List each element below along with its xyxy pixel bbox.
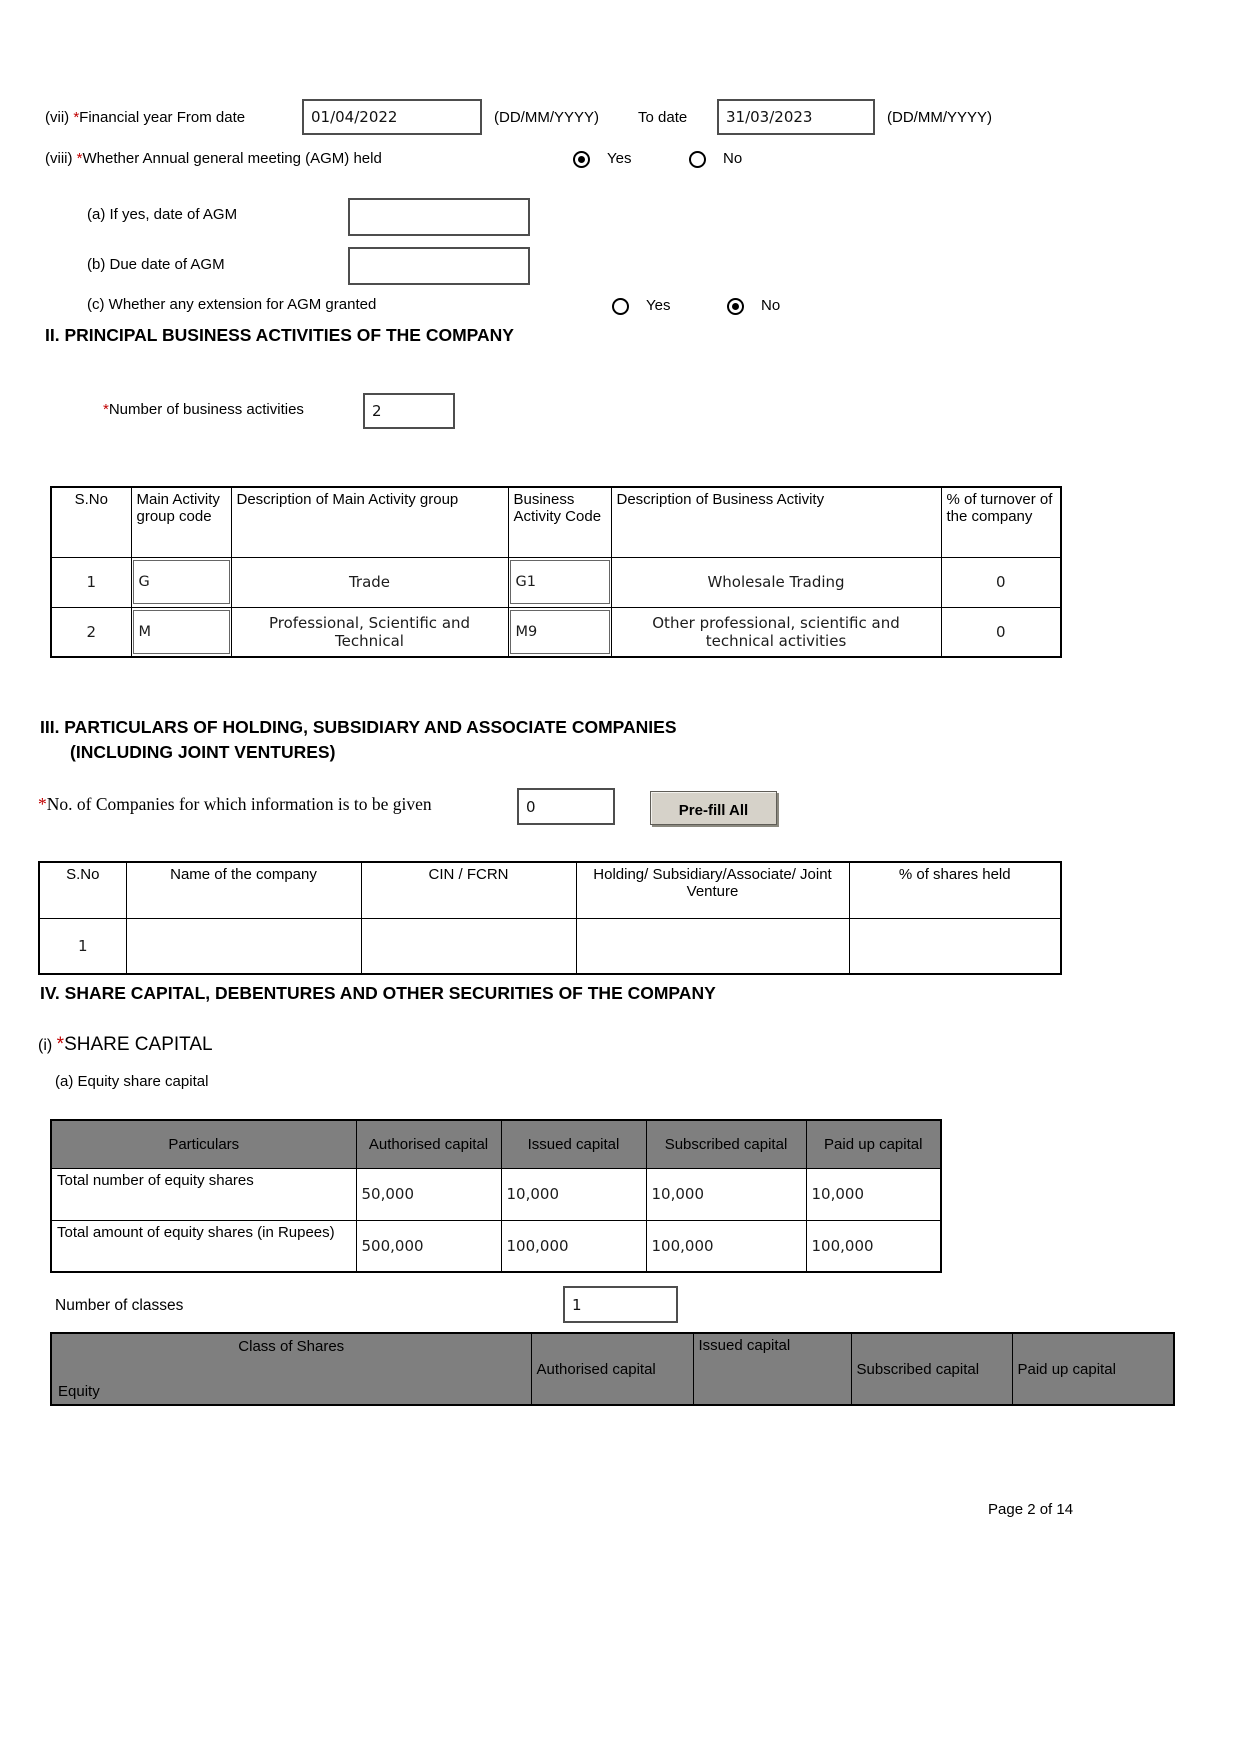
- agm-extension-yes-label: Yes: [646, 297, 671, 314]
- cell-activity-desc: Wholesale Trading: [611, 557, 941, 607]
- agm-due-date-input[interactable]: [348, 247, 530, 285]
- col-header-sno: S.No: [39, 862, 126, 918]
- cell-issued: 100,000: [501, 1220, 646, 1272]
- agm-due-date-label: (b) Due date of AGM: [87, 256, 225, 273]
- col-header-class-of-shares: [51, 1333, 531, 1405]
- cell-authorised: 50,000: [356, 1168, 501, 1220]
- col-header-group-code: Main Activity group code: [131, 487, 231, 557]
- table-row: [51, 557, 1061, 607]
- col-header-sno: S.No: [51, 487, 131, 557]
- financial-year-label: (vii) *Financial year From date: [45, 109, 246, 126]
- col-header-activity-desc: Description of Business Activity: [611, 487, 941, 557]
- num-business-activities-label: *Number of business activities: [103, 401, 304, 418]
- to-date-format-hint: (DD/MM/YYYY): [887, 109, 992, 126]
- col-header-subscribed-capital: Subscribed capital: [851, 1333, 1012, 1405]
- agm-extension-yes-radio[interactable]: [612, 298, 629, 315]
- col-header-paidup-capital: Paid up capital: [1012, 1333, 1174, 1405]
- agm-extension-label: (c) Whether any extension for AGM granted: [87, 296, 377, 313]
- cell-sno: 1: [39, 918, 126, 974]
- equity-share-capital-table: [50, 1119, 942, 1273]
- col-header-holding-type: Holding/ Subsidiary/Associate/ Joint Venture: [576, 862, 849, 918]
- num-classes-label: Number of classes: [55, 1297, 184, 1314]
- agm-extension-no-label: No: [761, 297, 781, 314]
- col-header-cin: CIN / FCRN: [361, 862, 576, 918]
- cell-activity-desc: Other professional, scientific and technical activities: [611, 607, 941, 657]
- table-row: [51, 1220, 941, 1272]
- section4-heading: IV. SHARE CAPITAL, DEBENTURES AND OTHER SECURITIES OF THE COMPANY: [40, 983, 716, 1003]
- col-header-paidup-capital: Paid up capital: [806, 1120, 941, 1168]
- cell-group-desc: Trade: [231, 557, 508, 607]
- required-star: *: [103, 401, 109, 418]
- cell-subscribed: 10,000: [646, 1168, 806, 1220]
- cell-sno: 1: [51, 557, 131, 607]
- class-of-shares-equity-row-label: Equity: [58, 1383, 100, 1400]
- section2-heading: II. PRINCIPAL BUSINESS ACTIVITIES OF THE COMPANY: [45, 325, 514, 345]
- col-header-turnover: % of turnover of the company: [941, 487, 1061, 557]
- prefill-all-button[interactable]: Pre-fill All: [650, 791, 777, 825]
- required-star: *: [73, 109, 80, 126]
- cell-cin[interactable]: [361, 918, 576, 974]
- business-activities-table: [50, 486, 1062, 658]
- agm-held-yes-label: Yes: [607, 150, 632, 167]
- group-code-field[interactable]: G: [133, 560, 230, 604]
- col-header-issued-capital: Issued capital: [693, 1333, 851, 1405]
- num-business-activities-input[interactable]: [363, 393, 455, 429]
- table-row: [51, 1168, 941, 1220]
- required-star: *: [76, 150, 83, 167]
- col-header-particulars: Particulars: [51, 1120, 356, 1168]
- col-header-group-desc: Description of Main Activity group: [231, 487, 508, 557]
- cell-paidup: 10,000: [806, 1168, 941, 1220]
- cell-particulars: Total amount of equity shares (in Rupees): [51, 1220, 356, 1272]
- cell-subscribed: 100,000: [646, 1220, 806, 1272]
- cell-holding-type[interactable]: [576, 918, 849, 974]
- col-header-company-name: Name of the company: [126, 862, 361, 918]
- agm-held-yes-radio[interactable]: [573, 151, 590, 168]
- section3-heading: III. PARTICULARS OF HOLDING, SUBSIDIARY AND ASSOCIATE COMPANIES (INCLUDING JOINT VENTURES): [40, 717, 677, 762]
- cell-issued: 10,000: [501, 1168, 646, 1220]
- col-header-shares-held: % of shares held: [849, 862, 1061, 918]
- agm-held-label: (viii) *Whether Annual general meeting (AGM) held: [45, 150, 382, 167]
- table-row: [51, 607, 1061, 657]
- cell-particulars: Total number of equity shares: [51, 1168, 356, 1220]
- page-number: Page 2 of 14: [988, 1501, 1074, 1518]
- col-header-subscribed-capital: Subscribed capital: [646, 1120, 806, 1168]
- activity-code-field[interactable]: G1: [510, 560, 610, 604]
- col-header-activity-code: Business Activity Code: [508, 487, 611, 557]
- cell-authorised: 500,000: [356, 1220, 501, 1272]
- share-capital-subheading: (i) *SHARE CAPITAL: [38, 1034, 213, 1055]
- cell-turnover: 0: [941, 607, 1061, 657]
- agm-date-input[interactable]: [348, 198, 530, 236]
- to-date-label: To date: [638, 109, 688, 126]
- class-of-shares-title: Class of Shares: [238, 1338, 345, 1355]
- agm-held-no-label: No: [723, 150, 743, 167]
- table-row: [39, 918, 1061, 974]
- col-header-authorised-capital: Authorised capital: [356, 1120, 501, 1168]
- from-date-format-hint: (DD/MM/YYYY): [494, 109, 599, 126]
- cell-group-desc: Professional, Scientific and Technical: [231, 607, 508, 657]
- cell-sno: 2: [51, 607, 131, 657]
- col-header-issued-capital: Issued capital: [501, 1120, 646, 1168]
- cell-paidup: 100,000: [806, 1220, 941, 1272]
- cell-company-name[interactable]: [126, 918, 361, 974]
- equity-share-capital-label: (a) Equity share capital: [55, 1073, 209, 1090]
- cell-shares-held[interactable]: [849, 918, 1061, 974]
- num-classes-input[interactable]: [563, 1286, 678, 1323]
- agm-held-no-radio[interactable]: [689, 151, 706, 168]
- financial-year-from-input[interactable]: [302, 99, 482, 135]
- agm-extension-no-radio[interactable]: [727, 298, 744, 315]
- required-star: *: [38, 794, 47, 814]
- num-companies-input[interactable]: [517, 788, 615, 825]
- financial-year-to-input[interactable]: [717, 99, 875, 135]
- group-code-field[interactable]: M: [133, 610, 230, 654]
- holding-companies-table: [38, 861, 1062, 975]
- agm-date-label: (a) If yes, date of AGM: [87, 206, 238, 223]
- cell-turnover: 0: [941, 557, 1061, 607]
- num-companies-label: *No. of Companies for which information is to be given: [38, 794, 432, 814]
- activity-code-field[interactable]: M9: [510, 610, 610, 654]
- required-star: *: [56, 1034, 65, 1055]
- class-of-shares-table: [50, 1332, 1175, 1406]
- col-header-authorised-capital: Authorised capital: [531, 1333, 693, 1405]
